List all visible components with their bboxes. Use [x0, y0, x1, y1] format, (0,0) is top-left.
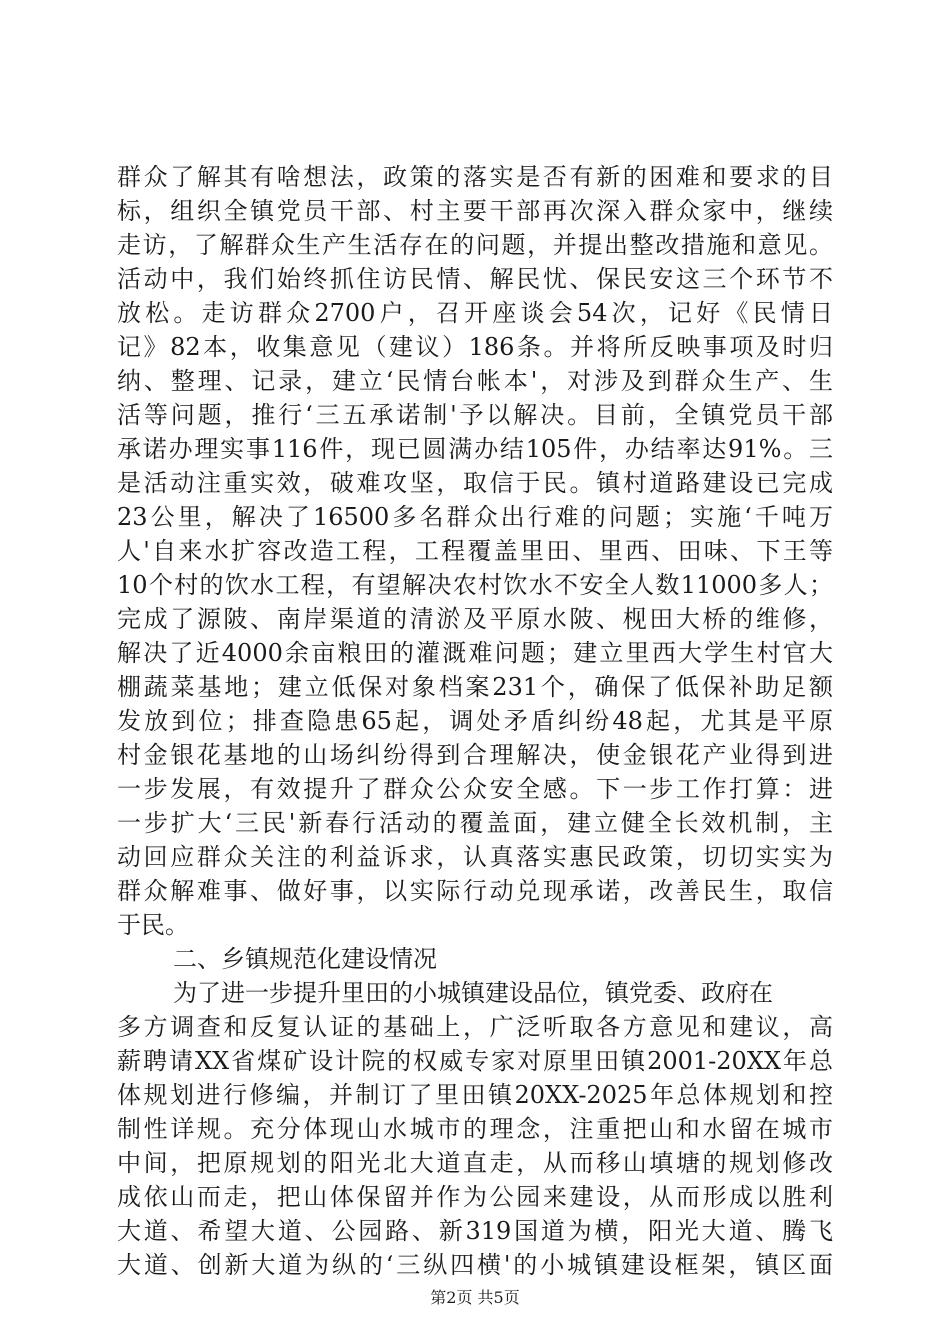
- body-line: 群众解难事、做好事，以实际行动兑现承诺，改善民生，取信: [117, 877, 833, 905]
- body-line: 人'自来水扩容改造工程，工程覆盖里田、里西、田味、下王等: [117, 537, 833, 565]
- body-line: 承诺办理实事116件，现已圆满办结105件，办结率达91%。三: [117, 435, 833, 463]
- body-line: 于民。: [117, 911, 189, 939]
- body-line: 纳、整理、记录，建立‘民情台帐本'，对涉及到群众生产、生: [117, 367, 833, 395]
- body-line: 放松。走访群众2700户，召开座谈会54次，记好《民情日: [117, 299, 833, 327]
- body-line: 10个村的饮水工程，有望解决农村饮水不安全人数11000多人；: [117, 571, 833, 599]
- section-line: 薪聘请XX省煤矿设计院的权威专家对原里田镇2001-20XX年总: [117, 1047, 833, 1075]
- page-footer: [0, 1287, 950, 1309]
- section-line: 体规划进行修编，并制订了里田镇20XX-2025年总体规划和控: [117, 1081, 833, 1109]
- body-line: 群众了解其有啥想法，政策的落实是否有新的困难和要求的目: [117, 163, 833, 191]
- body-line: 活动中，我们始终抓住访民情、解民忧、保民安这三个环节不: [117, 265, 833, 293]
- section-line: 大道、创新大道为纵的‘三纵四横'的小城镇建设框架，镇区面: [117, 1251, 833, 1279]
- section-line: 大道、希望大道、公园路、新319国道为横，阳光大道、腾飞: [117, 1217, 833, 1245]
- body-line: 记》82本，收集意见（建议）186条。并将所反映事项及时归: [117, 333, 833, 361]
- section-line: 为了进一步提升里田的小城镇建设品位，镇党委、政府在: [173, 979, 773, 1007]
- body-line: 标，组织全镇党员干部、村主要干部再次深入群众家中，继续: [117, 197, 833, 225]
- body-line: 发放到位；排查隐患65起，调处矛盾纠纷48起，尤其是平原: [117, 707, 833, 735]
- body-line: 活等问题，推行‘三五承诺制'予以解决。目前，全镇党员干部: [117, 401, 833, 429]
- section-line: 多方调查和反复认证的基础上，广泛听取各方意见和建议，高: [117, 1013, 833, 1041]
- section-line: 成依山而走，把山体保留并作为公园来建设，从而形成以胜利: [117, 1183, 833, 1211]
- body-line: 完成了源陂、南岸渠道的清淤及平原水陂、枧田大桥的维修，: [117, 605, 833, 633]
- body-line: 是活动注重实效，破难攻坚，取信于民。镇村道路建设已完成: [117, 469, 833, 497]
- body-line: 村金银花基地的山场纠纷得到合理解决，使金银花产业得到进: [117, 741, 833, 769]
- section-line: 中间，把原规划的阳光北大道直走，从而移山填塘的规划修改: [117, 1149, 833, 1177]
- section-heading: 二、乡镇规范化建设情况: [173, 945, 437, 973]
- document-body: [117, 160, 833, 1282]
- body-line: 一步扩大‘三民'新春行活动的覆盖面，建立健全长效机制，主: [117, 809, 833, 837]
- body-line: 棚蔬菜基地；建立低保对象档案231个，确保了低保补助足额: [117, 673, 833, 701]
- body-line: 一步发展，有效提升了群众公众安全感。下一步工作打算：进: [117, 775, 833, 803]
- section-line: 制性详规。充分体现山水城市的理念，注重把山和水留在城市: [117, 1115, 833, 1143]
- page-indicator: 第2页 共5页: [430, 1288, 520, 1307]
- body-line: 动回应群众关注的利益诉求，认真落实惠民政策，切切实实为: [117, 843, 833, 871]
- body-line: 走访，了解群众生产生活存在的问题，并提出整改措施和意见。: [117, 231, 833, 259]
- body-line: 解决了近4000余亩粮田的灌溉难问题；建立里西大学生村官大: [117, 639, 833, 667]
- body-line: 23公里，解决了16500多名群众出行难的问题；实施‘千吨万: [117, 503, 833, 531]
